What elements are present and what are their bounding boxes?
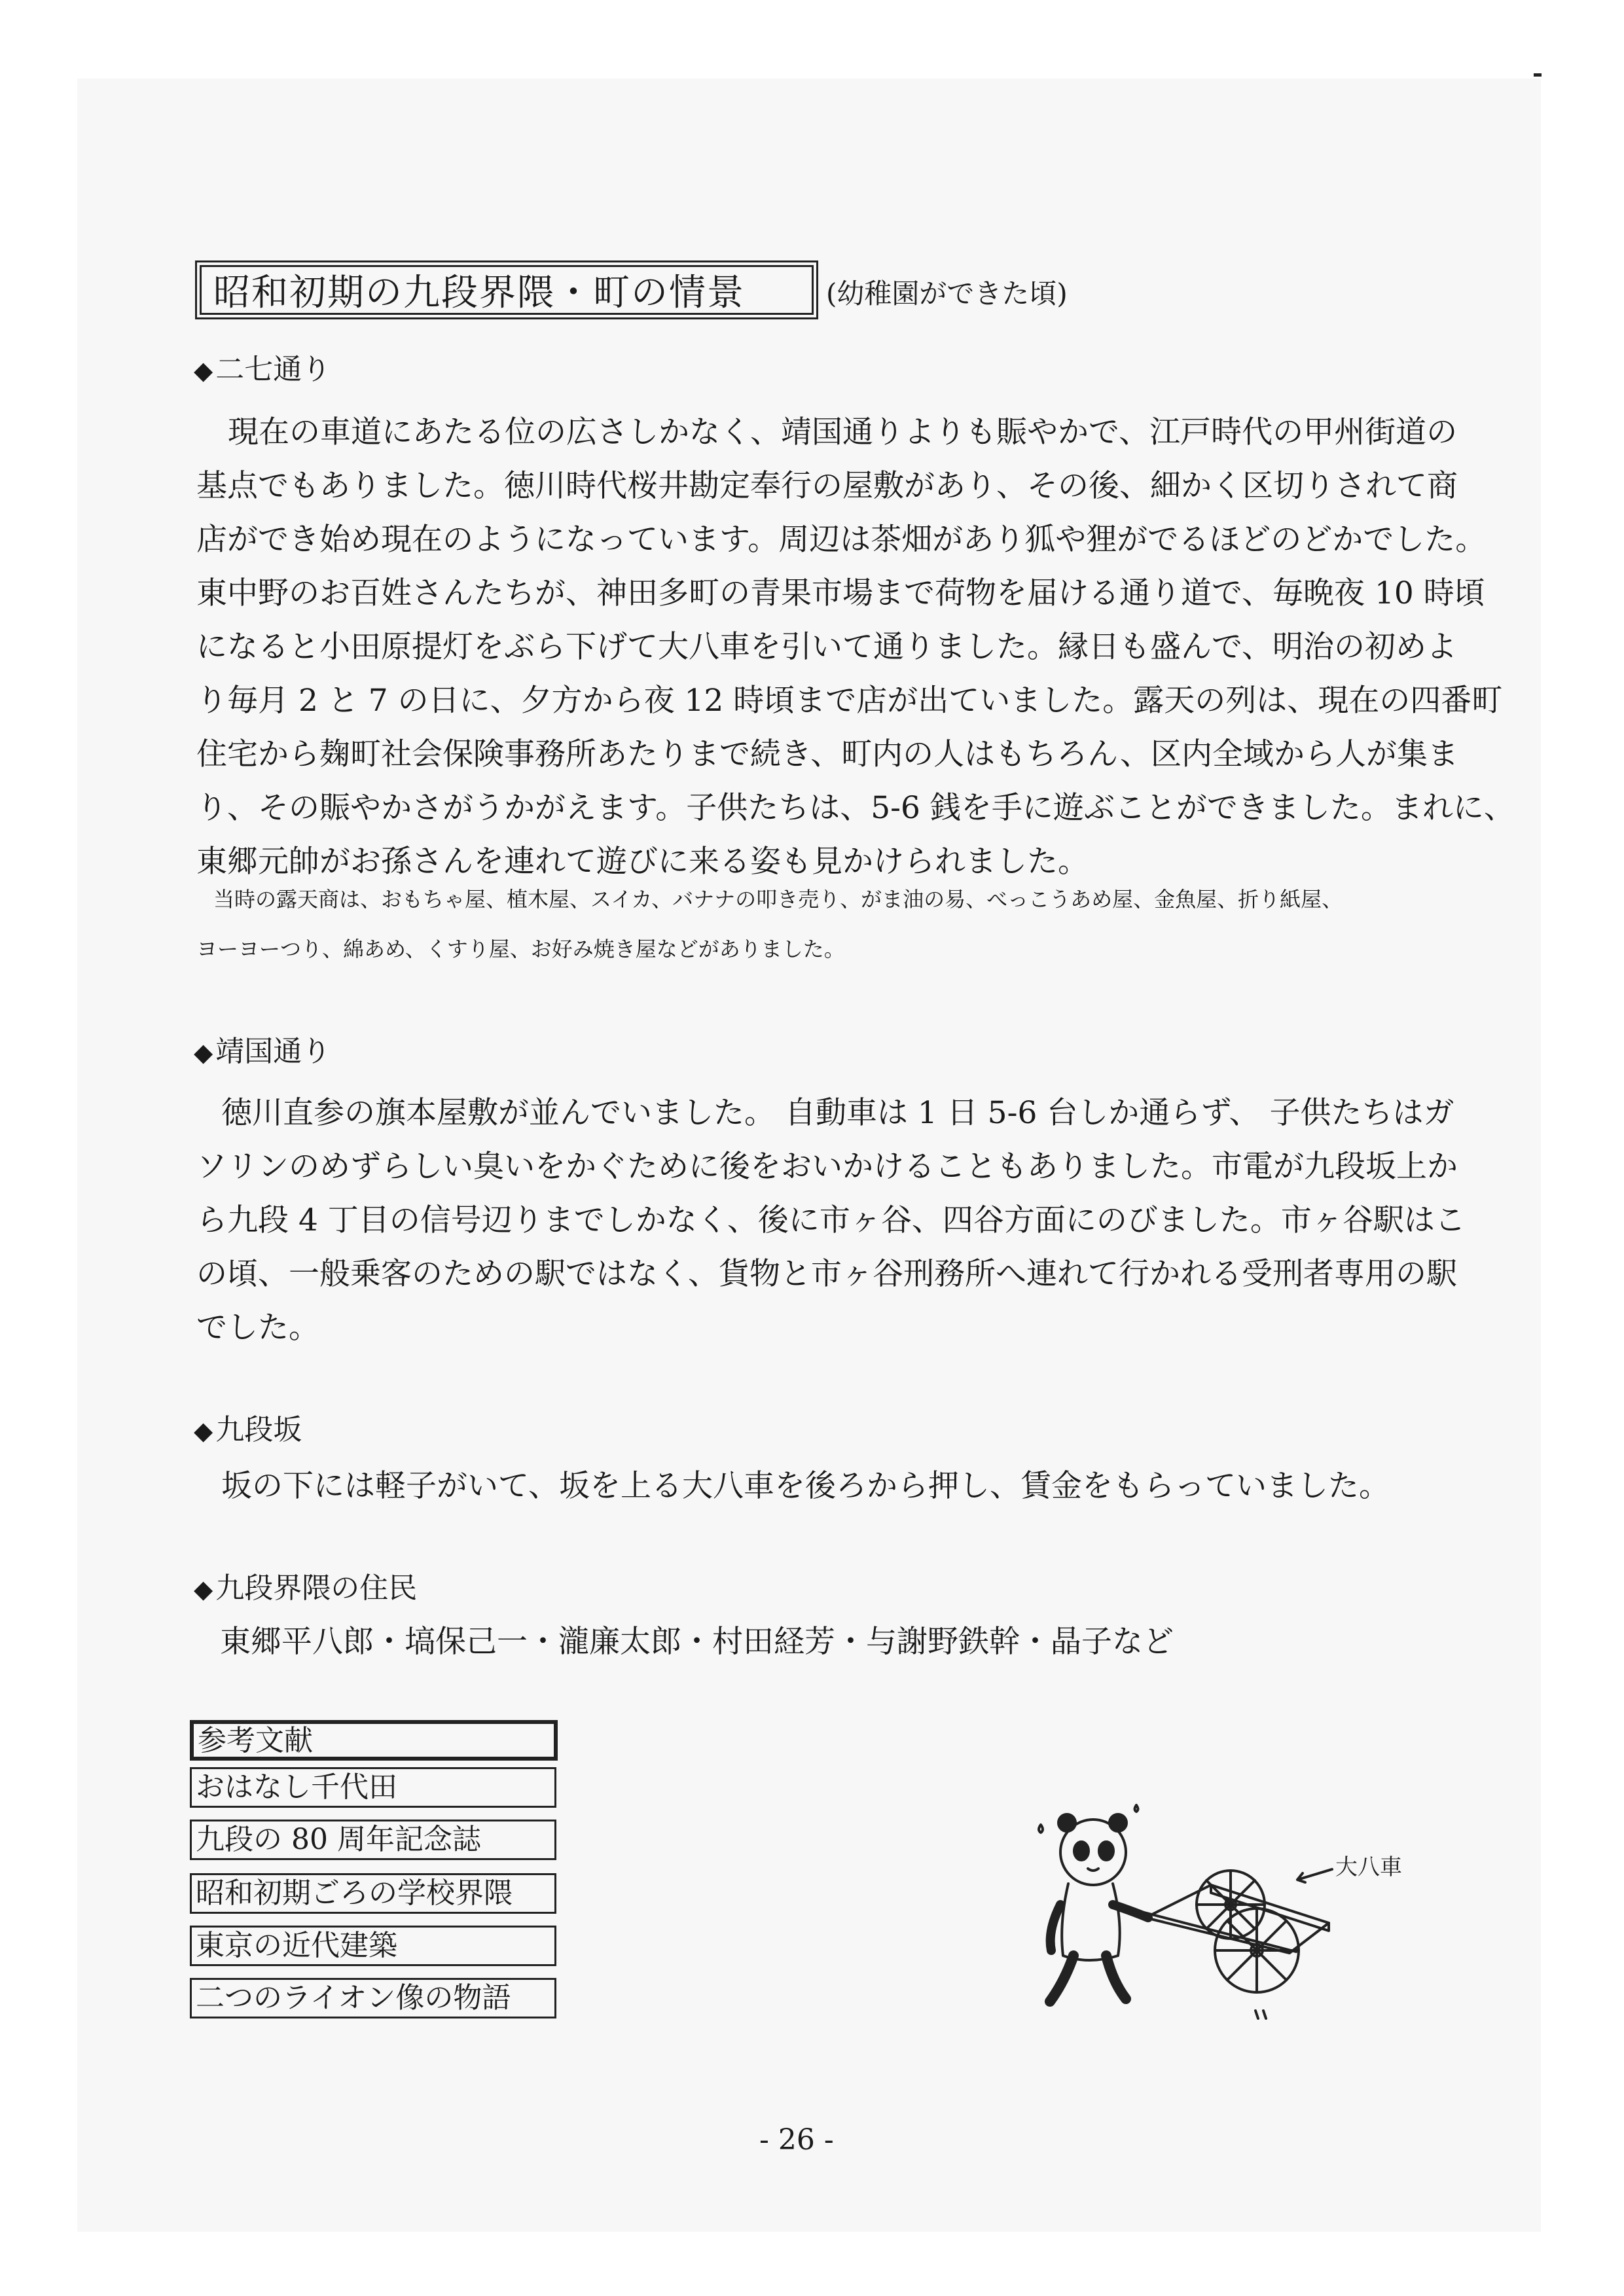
text-line: 基点でもありました。徳川時代桜井勘定奉行の屋敷があり、その後、細かく区切りされて商: [196, 468, 1458, 504]
text-line: 東中野のお百姓さんたちが、神田多町の青果市場まで荷物を届ける通り道で、毎晩夜 10 時頃: [196, 575, 1485, 611]
text-line: ソリンのめずらしい臭いをかぐために後をおいかけることもありました。市電が九段坂上か: [196, 1149, 1458, 1185]
text-line: り毎月 2 と 7 の日に、夕方から夜 12 時頃まで店が出ていました。露天の列は、現在の四番町: [196, 683, 1503, 719]
reference-item: 二つのライオン像の物語: [190, 1978, 556, 2018]
diamond-bullet-icon: ◆: [194, 356, 213, 385]
section-heading-yasukuni: ◆靖国通り: [194, 1035, 331, 1068]
text-line: でした。: [196, 1310, 319, 1346]
panda-eye-patch: [1074, 1842, 1089, 1860]
diamond-bullet-icon: ◆: [194, 1416, 213, 1445]
section-body-kudanzaka: [196, 1460, 1390, 1513]
scan-mark: [1534, 73, 1542, 77]
panda-cart-illustration: [1015, 1806, 1402, 2029]
section-body-nishichi: [196, 406, 1515, 889]
text-line: 東郷平八郎・塙保己一・瀧廉太郎・村田経芳・与謝野鉄幹・晶子など: [220, 1624, 1174, 1660]
reference-item: 九段の 80 周年記念誌: [190, 1820, 556, 1860]
section-heading-kudanzaka: ◆九段坂: [194, 1413, 302, 1446]
cart-label: 大八車: [1335, 1854, 1402, 1880]
text-line: り、その賑やかさがうかがえます。子供たちは、5-6 銭を手に遊ぶことができました。まれに、: [196, 790, 1515, 826]
note-line: ヨーヨーつり、綿あめ、くすり屋、お好み焼き屋などがありました。: [196, 937, 845, 961]
panda-ear: [1110, 1814, 1127, 1831]
text-line: ら九段 4 丁目の信号辺りまでしかなく、後に市ヶ谷、四谷方面にのびました。市ヶ谷駅はこ: [196, 1202, 1466, 1238]
text-line: 現在の車道にあたる位の広さしかなく、靖国通りよりも賑やかで、江戸時代の甲州街道の: [228, 414, 1458, 450]
panda-ear: [1058, 1814, 1075, 1831]
diamond-bullet-icon: ◆: [194, 1038, 213, 1067]
section-note-nishichi: [196, 874, 1343, 974]
page-number: - 26 -: [759, 2123, 834, 2157]
section-body-yasukuni: [196, 1086, 1466, 1355]
page-title-text: 昭和初期の九段界隈・町の情景: [213, 272, 745, 314]
text-line: 東郷元帥がお孫さんを連れて遊びに来る姿も見かけられました。: [196, 844, 1089, 880]
note-line: 当時の露天商は、おもちゃ屋、植木屋、スイカ、バナナの叩き売り、がま油の易、べっこうあめ屋、金魚屋、折り紙屋、: [213, 887, 1343, 912]
text-line: 住宅から麹町社会保険事務所あたりまで続き、町内の人はもちろん、区内全域から人が集ま: [196, 736, 1458, 772]
reference-item: 東京の近代建築: [190, 1926, 556, 1966]
reference-item: 昭和初期ごろの学校界隈: [190, 1873, 556, 1914]
text-line: の頃、一般乗客のための駅ではなく、貨物と市ヶ谷刑務所へ連れて行かれる受刑者専用の駅: [196, 1256, 1458, 1292]
page-title: [195, 260, 818, 319]
text-line: 店ができ始め現在のようになっています。周辺は茶畑があり狐や狸がでるほどのどかでした。: [196, 522, 1487, 558]
text-line: 坂の下には軽子がいて、坂を上る大八車を後ろから押し、賃金をもらっていました。: [221, 1468, 1390, 1504]
diamond-bullet-icon: ◆: [194, 1575, 213, 1604]
section-heading-nishichi: ◆二七通り: [194, 353, 331, 386]
text-line: になると小田原提灯をぶら下げて大八車を引いて通りました。縁日も盛んで、明治の初めよ: [196, 629, 1458, 665]
references-heading: 参考文献: [190, 1720, 558, 1761]
page-subtitle: (幼稚園ができた頃): [826, 278, 1068, 310]
section-body-residents: [196, 1615, 1174, 1669]
section-heading-residents: ◆九段界隈の住民: [194, 1571, 418, 1605]
reference-item: おはなし千代田: [190, 1767, 556, 1808]
text-line: 徳川直参の旗本屋敷が並んでいました。 自動車は 1 日 5-6 台しか通らず、 子供たちはガ: [221, 1095, 1454, 1131]
panda-eye-patch: [1099, 1842, 1113, 1860]
